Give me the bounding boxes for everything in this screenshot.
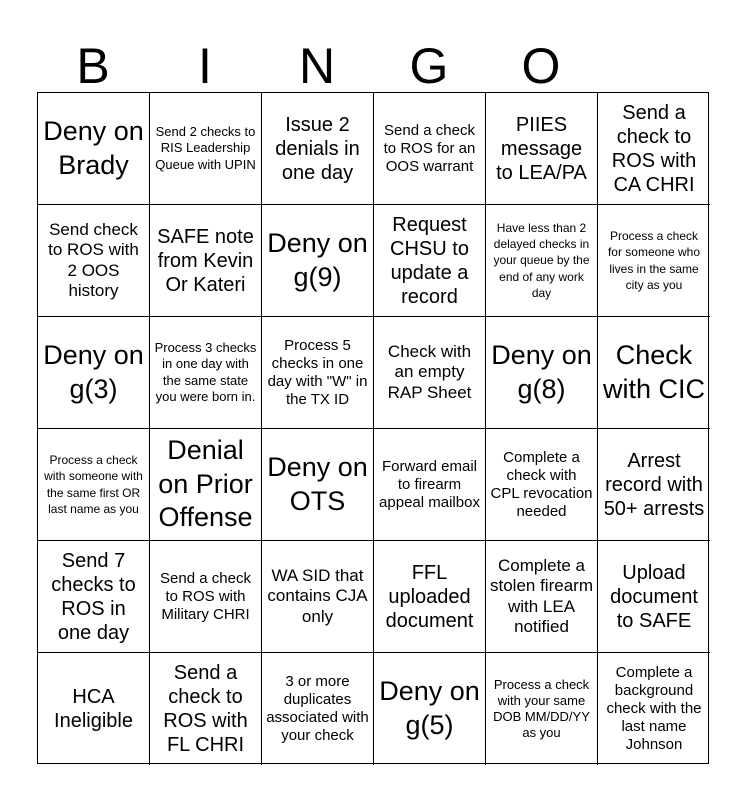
bingo-cell[interactable]: Deny on g(9) [262, 205, 374, 317]
header-letter-b: B [76, 38, 110, 94]
bingo-cell[interactable]: Complete a stolen firearm with LEA notified [486, 541, 598, 653]
bingo-cell[interactable]: Complete a background check with the last name Johnson [606, 664, 702, 753]
bingo-cell[interactable]: Deny on OTS [262, 429, 374, 541]
bingo-cell[interactable]: Send a check to ROS with FL CHRI [150, 653, 262, 765]
bingo-cell[interactable]: Forward email to firearm appeal mailbox [374, 429, 486, 541]
header-letter-g: G [409, 38, 449, 94]
bingo-cell[interactable]: Check with an empty RAP Sheet [374, 317, 486, 429]
bingo-cell[interactable]: Deny on Brady [38, 93, 150, 205]
bingo-cell[interactable]: Request CHSU to update a record [374, 205, 486, 317]
bingo-cell[interactable]: HCA Ineligible [38, 653, 150, 765]
bingo-cell[interactable]: Deny on g(3) [38, 317, 150, 429]
bingo-cell[interactable]: Process a check with your same DOB MM/DD/YY as you [486, 653, 598, 765]
bingo-cell[interactable]: Upload document to SAFE [598, 541, 710, 653]
bingo-cell[interactable]: Process a check for someone who lives in the same city as you [598, 205, 710, 317]
bingo-cell[interactable]: Deny on g(8) [486, 317, 598, 429]
header-letter-i: I [198, 38, 212, 94]
header-letter-o: O [521, 38, 561, 94]
bingo-cell[interactable]: Send 2 checks to RIS Leadership Queue with UPIN [150, 93, 262, 205]
bingo-cell[interactable]: Send a check to ROS with Military CHRI [150, 541, 262, 653]
bingo-cell[interactable]: Process a check with someone with the same first OR last name as you [38, 429, 150, 541]
bingo-cell[interactable]: Denial on Prior Offense [150, 429, 262, 541]
bingo-cell[interactable]: SAFE note from Kevin Or Kateri [150, 205, 262, 317]
bingo-cell[interactable]: Check with CIC [598, 317, 710, 429]
bingo-cell[interactable]: Send 7 checks to ROS in one day [38, 541, 150, 653]
bingo-cell[interactable]: 3 or more duplicates associated with your check [262, 653, 374, 765]
bingo-cell[interactable]: WA SID that contains CJA only [262, 541, 374, 653]
bingo-cell[interactable]: Issue 2 denials in one day [262, 93, 374, 205]
bingo-cell[interactable]: Send check to ROS with 2 OOS history [38, 205, 150, 317]
bingo-cell[interactable]: Send a check to ROS for an OOS warrant [374, 93, 486, 205]
bingo-cell[interactable]: Process 3 checks in one day with the same state you were born in. [150, 317, 262, 429]
bingo-cell[interactable]: Arrest record with 50+ arrests [598, 429, 710, 541]
bingo-cell[interactable]: FFL uploaded document [374, 541, 486, 653]
header-letter-n: N [298, 38, 336, 94]
bingo-header [37, 36, 709, 96]
bingo-cell[interactable]: Process 5 checks in one day with "W" in the TX ID [262, 317, 374, 429]
bingo-cell[interactable]: Have less than 2 delayed checks in your queue by the end of any work day [486, 205, 598, 317]
bingo-cell[interactable]: Send a check to ROS with CA CHRI [598, 93, 710, 205]
bingo-card [37, 92, 709, 764]
bingo-cell[interactable]: PIIES message to LEA/PA [486, 93, 598, 205]
bingo-cell[interactable]: Deny on g(5) [374, 653, 486, 765]
bingo-cell[interactable]: Complete a check with CPL revocation needed [486, 429, 598, 541]
